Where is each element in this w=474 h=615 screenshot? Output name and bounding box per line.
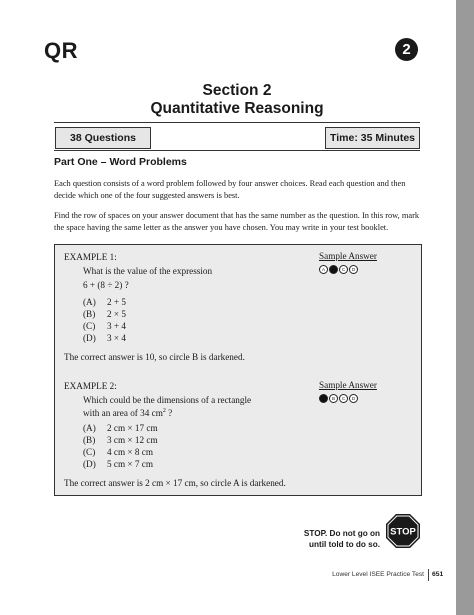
- stop-sign-text: STOP: [390, 526, 416, 538]
- example-2-answer-bubbles: [319, 394, 358, 403]
- stop-sign-icon: [386, 514, 420, 548]
- choice-text: 2 cm × 17 cm: [107, 423, 158, 433]
- choice-letter: (D): [83, 459, 96, 469]
- examples-box: [54, 244, 422, 496]
- example-2-label: EXAMPLE 2:: [64, 381, 117, 391]
- choice-text: 3 cm × 12 cm: [107, 435, 158, 445]
- choice-letter: (C): [83, 447, 96, 457]
- choice-text: 3 + 4: [107, 321, 126, 331]
- section-title: Section 2: [202, 82, 272, 99]
- example-2-sample-label: Sample Answer: [319, 380, 377, 390]
- section-number-badge: 2: [395, 38, 418, 61]
- footer-title: Lower Level ISEE Practice Test: [332, 571, 424, 578]
- footer-divider: [428, 569, 429, 581]
- question-count-box: 38 Questions: [55, 127, 151, 149]
- answer-bubble-b: B: [329, 394, 338, 403]
- example-1-label: EXAMPLE 1:: [64, 252, 117, 262]
- time-limit-box: Time: 35 Minutes: [325, 127, 420, 149]
- choice-text: 3 × 4: [107, 333, 126, 343]
- choice-text: 4 cm × 8 cm: [107, 447, 154, 457]
- example-1-answer-bubbles: [319, 265, 358, 274]
- answer-bubble-a: A: [319, 265, 328, 274]
- choice-letter: (B): [83, 309, 96, 319]
- answer-bubble-c: C: [339, 394, 348, 403]
- choice-letter: (A): [83, 423, 96, 433]
- section-code: QR: [44, 38, 78, 63]
- top-rule: [54, 122, 420, 123]
- stop-instruction: [298, 528, 380, 550]
- example-1-sample-label: Sample Answer: [319, 251, 377, 261]
- instructions-paragraph-2: Find the row of spaces on your answer document that has the same number as the question. In this row, mark the space having the same letter as the answer you have chosen. You may write in your test booklet.: [54, 211, 420, 232]
- stop-line-2: until told to do so.: [309, 540, 380, 549]
- answer-bubble-b-filled: B: [329, 265, 338, 274]
- example-2-question-line-2: with an area of 34 $cm^2$ ?: [83, 408, 173, 419]
- choice-letter: (B): [83, 435, 96, 445]
- choice-letter: (A): [83, 297, 96, 307]
- section-subtitle: Quantitative Reasoning: [150, 100, 324, 117]
- answer-bubble-c: C: [339, 265, 348, 274]
- page-number: 651: [432, 571, 444, 578]
- bottom-rule: [54, 150, 420, 151]
- choice-text: 2 × 5: [107, 309, 126, 319]
- example-1-question: What is the value of the expression: [83, 266, 213, 276]
- answer-bubble-a-filled: A: [319, 394, 328, 403]
- answer-bubble-d: D: [349, 265, 358, 274]
- example-1-expression: 6 + (8 ÷ 2) ?: [83, 280, 129, 290]
- instructions-paragraph-1: Each question consists of a word problem followed by four answer choices. Read each question and then decide which one of the four suggested answers is best.: [54, 179, 406, 200]
- choice-letter: (C): [83, 321, 96, 331]
- choice-letter: (D): [83, 333, 96, 343]
- example-2-answer: The correct answer is 2 cm × 17 cm, so circle A is darkened.: [64, 478, 286, 488]
- stop-line-1: STOP. Do not go on: [303, 529, 380, 538]
- choice-text: 5 cm × 7 cm: [107, 459, 154, 469]
- example-1-answer: The correct answer is 10, so circle B is darkened.: [64, 352, 245, 362]
- choice-text: 2 + 5: [107, 297, 126, 307]
- part-title: Part One – Word Problems: [54, 156, 187, 168]
- example-2-question-line-1: Which could be the dimensions of a rectangle: [83, 395, 252, 405]
- answer-bubble-d: D: [349, 394, 358, 403]
